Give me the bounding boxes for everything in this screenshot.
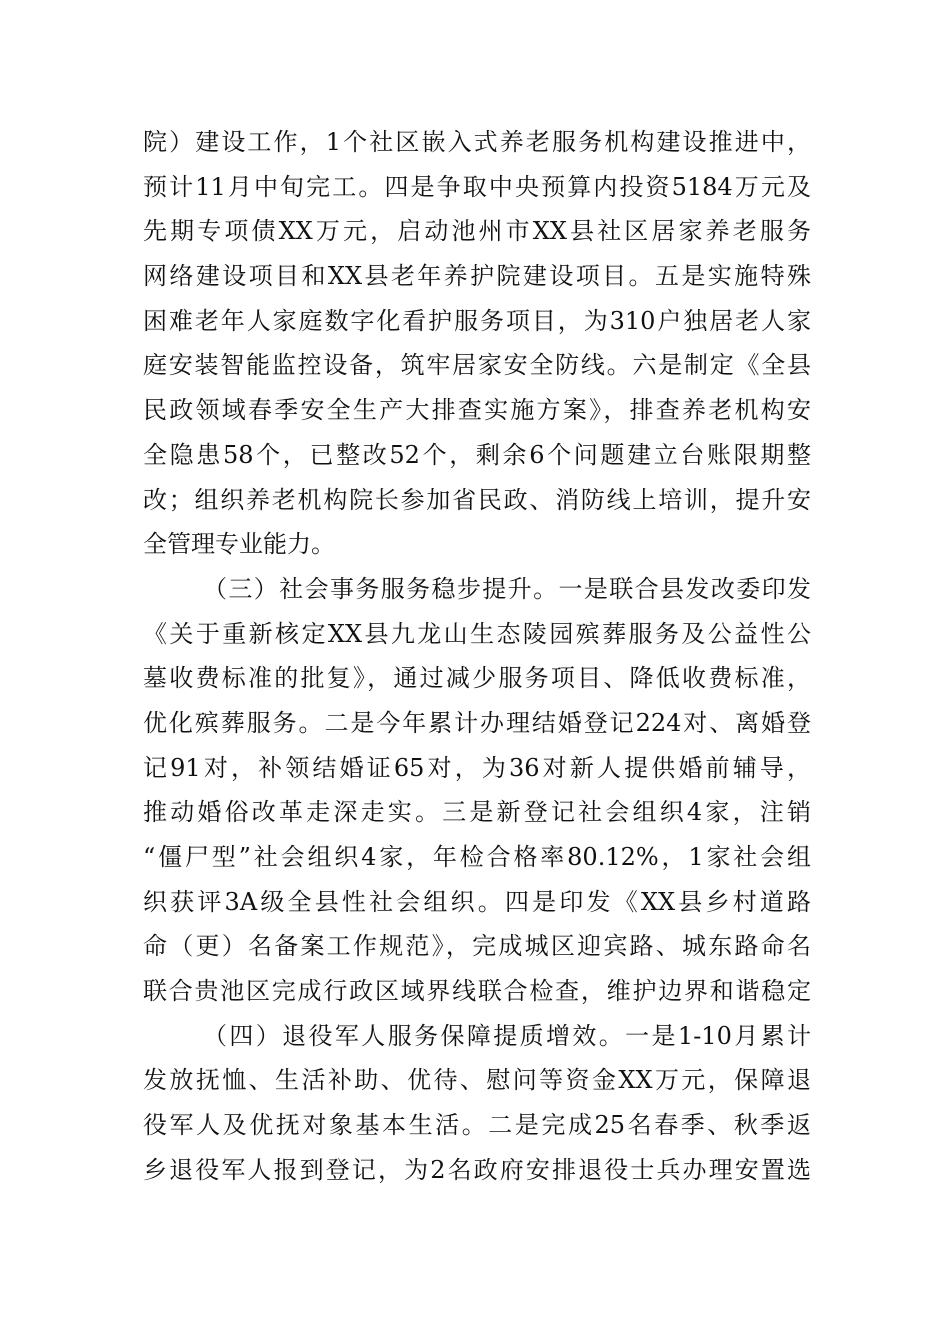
document-body [143, 120, 811, 1193]
text-line: 发放抚恤、生活补助、优待、慰问等资金XX万元，保障退 [143, 1066, 811, 1095]
text-line: 改；组织养老机构院长参加省民政、消防线上培训，提升安 [143, 485, 811, 514]
text-line: 织获评3A级全县性社会组织。四是印发《XX县乡村道路 [143, 887, 811, 916]
text-line: 联合贵池区完成行政区域界线联合检查，维护边界和谐稳定 [143, 977, 811, 1006]
text-line: 预计11月中旬完工。四是争取中央预算内投资5184万元及 [143, 172, 811, 201]
text-line: 推动婚俗改革走深走实。三是新登记社会组织4家，注销 [143, 798, 811, 827]
text-line: 墓收费标准的批复》，通过减少服务项目、降低收费标准， [143, 664, 811, 693]
text-line: 《关于重新核定XX县九龙山生态陵园殡葬服务及公益性公 [143, 619, 811, 648]
text-line: 民政领域春季安全生产大排查实施方案》，排查养老机构安 [143, 396, 811, 425]
section-heading-line: （四）退役军人服务保障提质增效。一是1-10月累计 [203, 1021, 811, 1050]
text-line: 庭安装智能监控设备，筑牢居家安全防线。六是制定《全县 [143, 351, 811, 380]
text-line: 役军人及优抚对象基本生活。二是完成25名春季、秋季返 [143, 1111, 811, 1140]
section-heading-line: （三）社会事务服务稳步提升。一是联合县发改委印发 [203, 574, 811, 603]
text-line: 困难老年人家庭数字化看护服务项目，为310户独居老人家 [143, 306, 811, 335]
text-line: 院）建设工作，1个社区嵌入式养老服务机构建设推进中， [143, 128, 811, 156]
text-line: 记91对，补领结婚证65对，为36对新人提供婚前辅导， [143, 753, 811, 782]
text-line: 乡退役军人报到登记，为2名政府安排退役士兵办理安置选 [143, 1155, 811, 1184]
text-line: “僵尸型”社会组织4家，年检合格率80.12%，1家社会组 [143, 843, 811, 871]
text-line: 优化殡葬服务。二是今年累计办理结婚登记224对、离婚登 [143, 708, 811, 737]
text-line: 网络建设项目和XX县老年养护院建设项目。五是实施特殊 [143, 262, 811, 291]
text-line: 全管理专业能力。 [143, 530, 335, 559]
text-line: 命（更）名备案工作规范》，完成城区迎宾路、城东路命名 [143, 932, 811, 961]
text-line: 先期专项债XX万元，启动池州市XX县社区居家养老服务 [143, 217, 811, 246]
text-line: 全隐患58个，已整改52个，剩余6个问题建立台账限期整 [143, 440, 811, 469]
